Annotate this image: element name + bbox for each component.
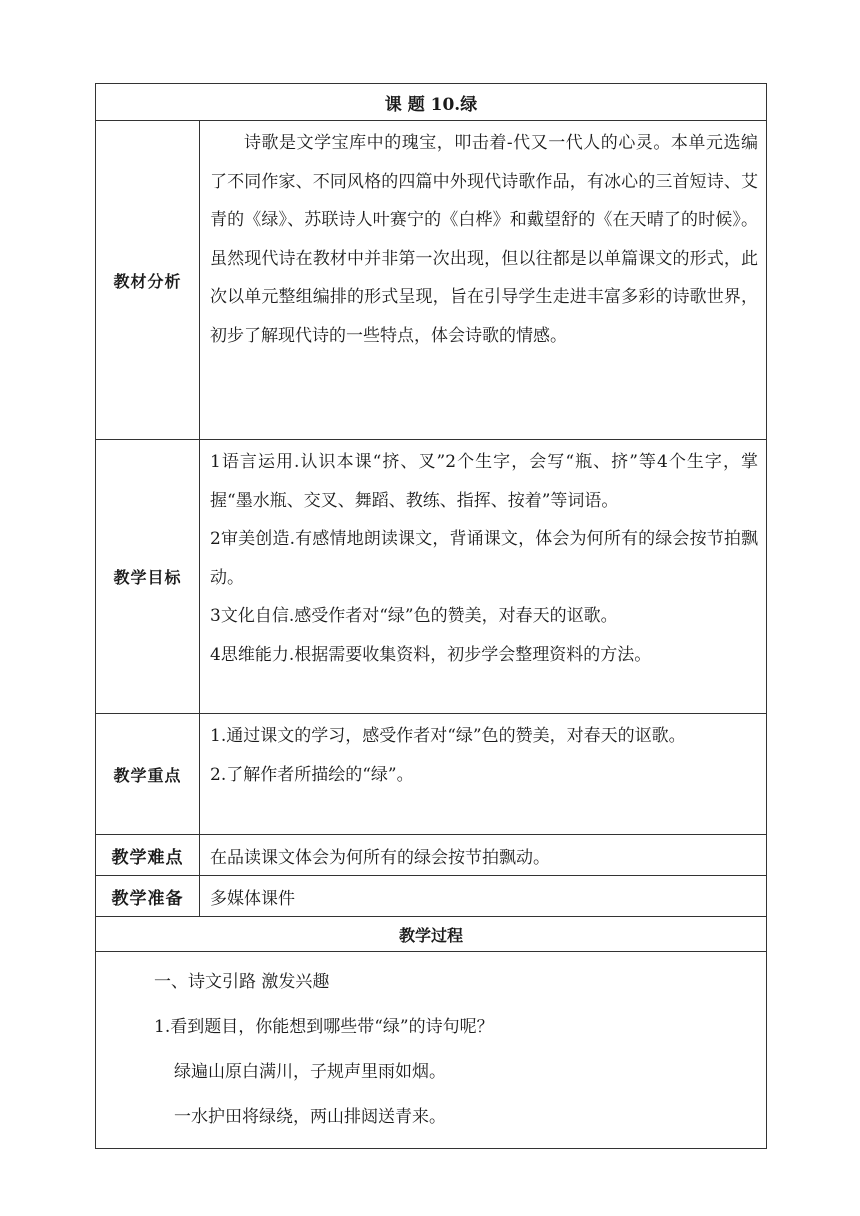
title-row [96, 84, 767, 121]
key-point-item: 2.了解作者所描绘的“绿”。 [210, 764, 414, 785]
key-points-label: 教学重点 [96, 714, 200, 835]
objective-item: 3文化自信.感受作者对“绿”色的赞美，对春天的讴歌。 [210, 606, 618, 626]
material-analysis-row [96, 121, 767, 440]
difficulties-label: 教学难点 [96, 835, 200, 876]
objective-item: 4思维能力.根据需要收集资料，初步学会整理资料的方法。 [210, 644, 652, 665]
key-points-row [96, 714, 767, 835]
process-line: 绿遍山原白满川，子规声里雨如烟。 [174, 1062, 446, 1082]
process-content [96, 952, 767, 1149]
key-point-item: 1.通过课文的学习，感受作者对“绿”色的赞美，对春天的讴歌。 [210, 726, 686, 746]
objectives-content [200, 440, 767, 714]
process-line: 一水护田将绿绕，两山排闼送青来。 [174, 1107, 446, 1127]
difficulties-text: 在品读课文体会为何所有的绿会按节拍飘动。 [200, 835, 767, 876]
key-points-content [200, 714, 767, 835]
objective-item: 1语言运用.认识本课“挤、叉”2个生字，会写“瓶、挤”等4个生字，掌握“墨水瓶、交叉、舞蹈、教练、指挥、按着”等词语。 [210, 452, 759, 511]
process-body-row [96, 952, 767, 1149]
objective-item: 2审美创造.有感情地朗读课文，背诵课文，体会为何所有的绿会按节拍飘动。 [210, 529, 759, 588]
preparation-text: 多媒体课件 [200, 876, 767, 917]
preparation-label: 教学准备 [96, 876, 200, 917]
lesson-title: 课 题 10.绿 [96, 84, 767, 121]
objectives-label: 教学目标 [96, 440, 200, 714]
material-analysis-content [200, 121, 767, 440]
objectives-row [96, 440, 767, 714]
preparation-row [96, 876, 767, 917]
material-analysis-label: 教材分析 [96, 121, 200, 440]
process-line: 1.看到题目，你能想到哪些带“绿”的诗句呢？ [154, 1017, 494, 1037]
process-heading: 教学过程 [96, 917, 767, 952]
process-header-row [96, 917, 767, 952]
lesson-plan-table [95, 83, 767, 1149]
material-analysis-text: 诗歌是文学宝库中的瑰宝，叩击着-代又一代人的心灵。本单元选编了不同作家、不同风格的四篇中外现代诗歌作品，有冰心的三首短诗、艾青的《绿》、苏联诗人叶赛宁的《白桦》和戴望舒的《在天晴了的时候》。虽然现代诗在教材中并非第一次出现，但以往都是以单篇课文的形式，此次以单元整组编排的形式呈现，旨在引导学生走进丰富多彩的诗歌世界，初步了解现代诗的一些特点，体会诗歌的情感。 [210, 133, 759, 346]
process-line: 一、诗文引路 激发兴趣 [154, 972, 330, 992]
difficulties-row [96, 835, 767, 876]
